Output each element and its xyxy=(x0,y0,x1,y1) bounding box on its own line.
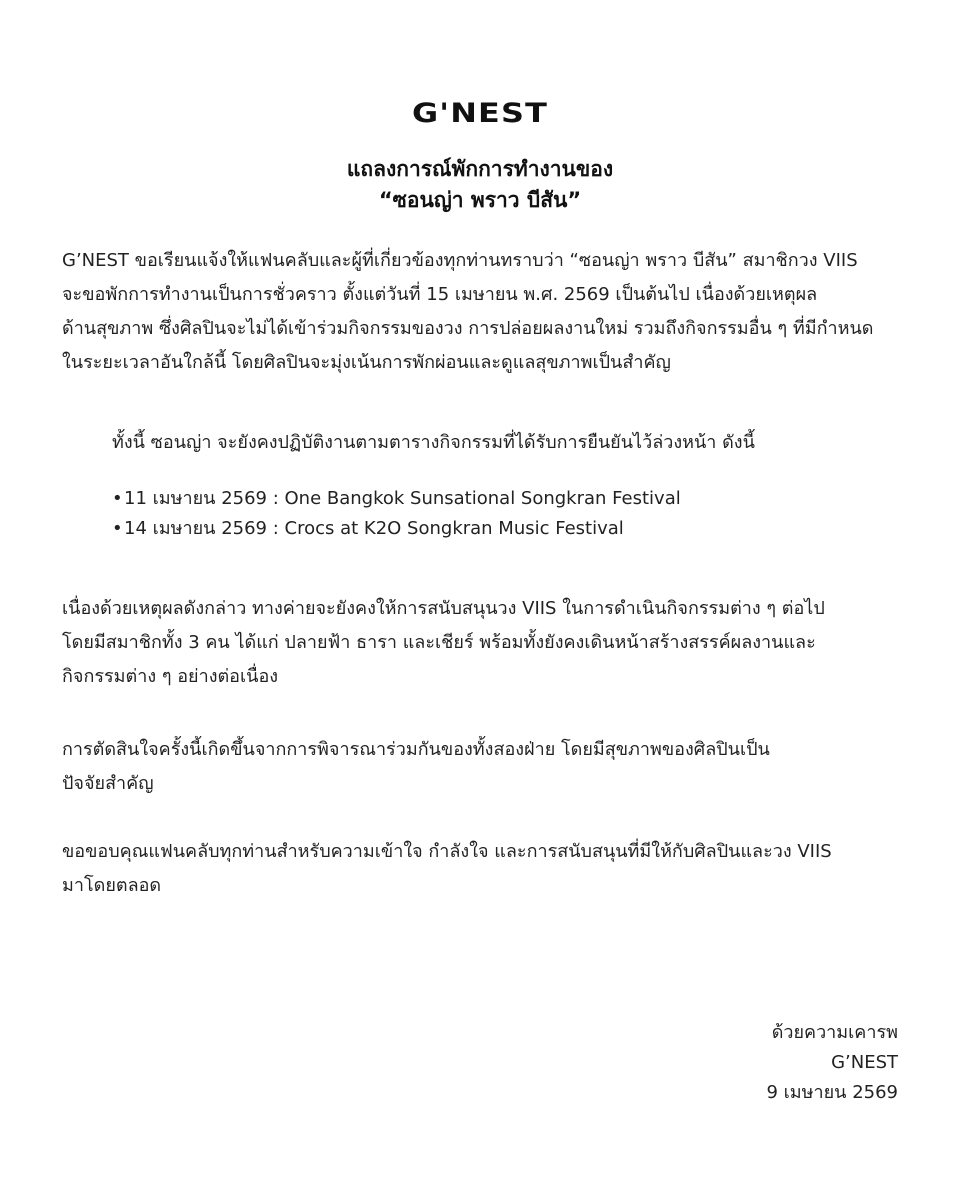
paragraph-schedule-intro xyxy=(112,426,902,460)
paragraph-line: G’NEST ขอเรียนแจ้งให้แฟนคลับและผู้ที่เกี่ยวข้องทุกท่านทราบว่า “ซอนญ่า พราว บีสัน” สมาชิกวง VIIS xyxy=(62,250,858,271)
paragraph-line: ปัจจัยสำคัญ xyxy=(62,773,154,794)
paragraph-line: ทั้งนี้ ซอนญ่า จะยังคงปฏิบัติงานตามตารางกิจกรรมที่ได้รับการยืนยันไว้ล่วงหน้า ดังนี้ xyxy=(112,432,755,453)
paragraph-band-continuation xyxy=(62,592,902,694)
paragraph-line: การตัดสินใจครั้งนี้เกิดขึ้นจากการพิจารณาร่วมกันของทั้งสองฝ่าย โดยมีสุขภาพของศิลปินเป็น xyxy=(62,739,770,760)
gnest-logo: G'NEST xyxy=(411,98,549,129)
signature-block xyxy=(766,1018,898,1108)
signature-date: 9 เมษายน 2569 xyxy=(766,1082,898,1103)
schedule-item xyxy=(112,484,681,514)
paragraph-line: ด้านสุขภาพ ซึ่งศิลปินจะไม่ได้เข้าร่วมกิจกรรมของวง การปล่อยผลงานใหม่ รวมถึงกิจกรรมอื่น ๆ ที่มีกำหนด xyxy=(62,318,874,339)
paragraph-line: เนื่องด้วยเหตุผลดังกล่าว ทางค่ายจะยังคงให้การสนับสนุนวง VIIS ในการดำเนินกิจกรรมต่าง ๆ ต่อไป xyxy=(62,598,825,619)
signature-sender: G’NEST xyxy=(831,1052,898,1073)
announcement-title-line-1: แถลงการณ์พักการทำงานของ xyxy=(346,157,614,181)
paragraph-decision xyxy=(62,733,902,801)
bullet-icon: • xyxy=(112,488,123,509)
paragraph-line: โดยมีสมาชิกทั้ง 3 คน ได้แก่ ปลายฟ้า ธารา และเชียร์ พร้อมทั้งยังคงเดินหน้าสร้างสรรค์ผลงานและ xyxy=(62,632,816,653)
paragraph-line: มาโดยตลอด xyxy=(62,875,162,896)
paragraph-line: จะขอพักการทำงานเป็นการชั่วคราว ตั้งแต่วันที่ 15 เมษายน พ.ศ. 2569 เป็นต้นไป เนื่องด้วยเหตุผล xyxy=(62,284,818,305)
signature-closing: ด้วยความเคารพ xyxy=(771,1022,898,1043)
announcement-title-line-2: “ซอนญ่า พราว บีสัน” xyxy=(378,188,582,212)
paragraph-line: กิจกรรมต่าง ๆ อย่างต่อเนื่อง xyxy=(62,666,279,687)
schedule-list xyxy=(112,484,681,544)
schedule-item xyxy=(112,514,681,544)
paragraph-line: ขอขอบคุณแฟนคลับทุกท่านสำหรับความเข้าใจ กำลังใจ และการสนับสนุนที่มีให้กับศิลปินและวง VIIS xyxy=(62,841,832,862)
paragraph-line: ในระยะเวลาอันใกล้นี้ โดยศิลปินจะมุ่งเน้นการพักผ่อนและดูแลสุขภาพเป็นสำคัญ xyxy=(62,352,671,373)
schedule-item-text: 11 เมษายน 2569 : One Bangkok Sunsational Songkran Festival xyxy=(124,488,681,509)
paragraph-announcement xyxy=(62,244,902,380)
schedule-item-text: 14 เมษายน 2569 : Crocs at K2O Songkran Music Festival xyxy=(124,518,624,539)
bullet-icon: • xyxy=(112,518,123,539)
paragraph-thanks xyxy=(62,835,902,903)
